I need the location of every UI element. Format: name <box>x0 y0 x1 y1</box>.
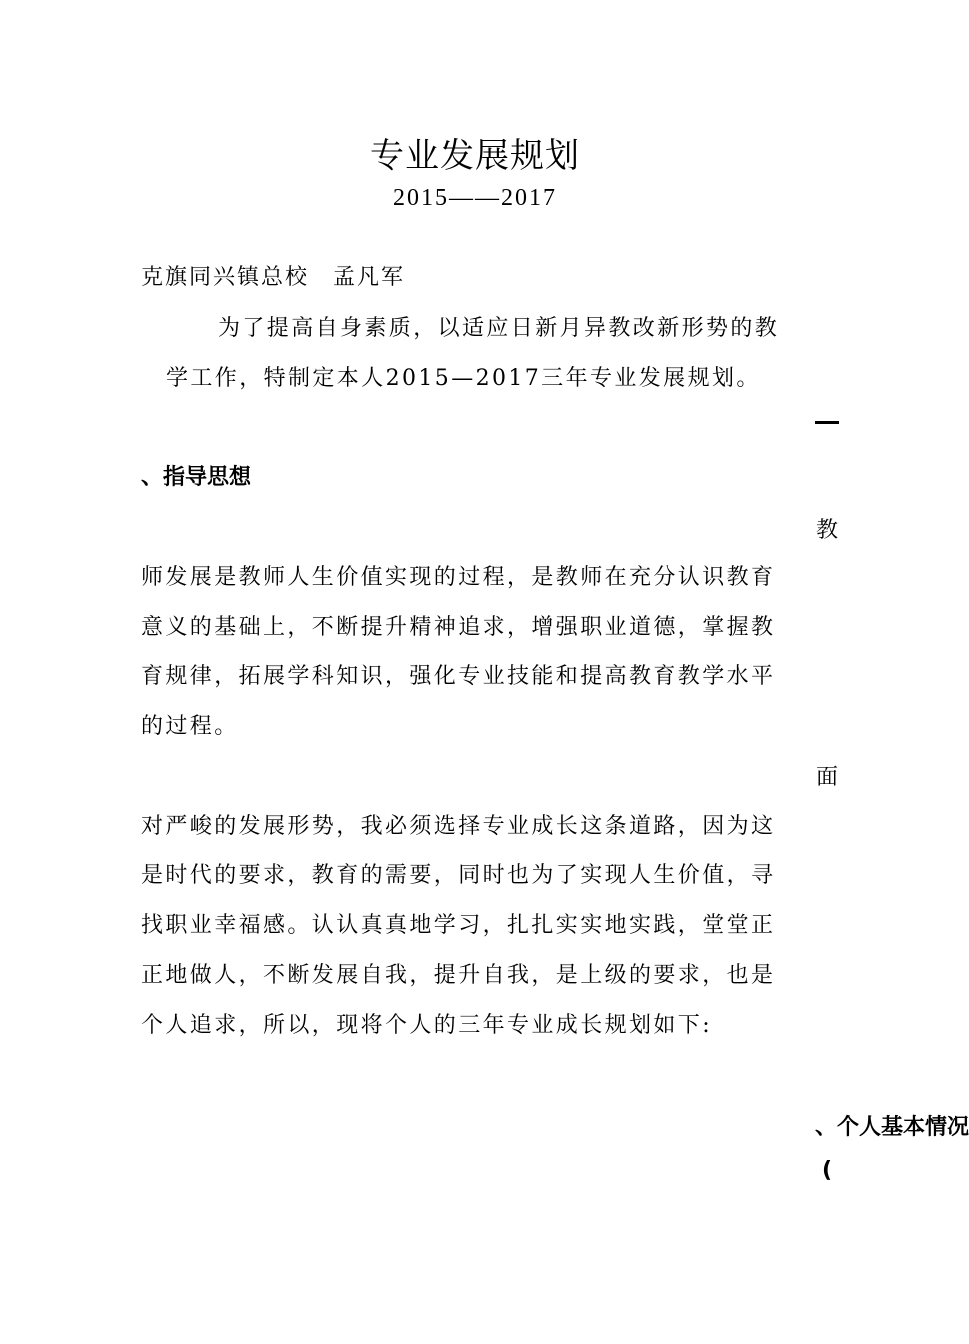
para-1-line-2: 意义的基础上，不断提升精神追求，增强职业道德，掌握教 <box>141 615 776 640</box>
section-1-heading: 、指导思想 <box>141 465 252 490</box>
para-1-lead: 教 <box>816 518 841 543</box>
para-2-line-1: 对严峻的发展形势，我必须选择专业成长这条道路，因为这 <box>141 814 776 839</box>
intro-line-1: 为了提高自身素质，以适应日新月异教改新形势的教 <box>218 316 780 341</box>
section-1-number <box>815 421 839 424</box>
para-1-line-3: 育规律，拓展学科知识，强化专业技能和提高教育教学水平 <box>141 664 776 689</box>
author-line: 克旗同兴镇总校 孟凡军 <box>141 265 406 290</box>
section-2-paren: ( <box>822 1158 833 1183</box>
para-2-line-2: 是时代的要求，教育的需要，同时也为了实现人生价值，寻 <box>141 863 776 888</box>
para-1-line-4: 的过程。 <box>141 714 239 739</box>
para-2-line-3: 找职业幸福感。认认真真地学习，扎扎实实地实践，堂堂正 <box>141 913 776 938</box>
para-2-line-4: 正地做人，不断发展自我，提升自我，是上级的要求，也是 <box>141 963 776 988</box>
section-2-heading: 、个人基本情况 <box>815 1115 969 1140</box>
para-2-line-5: 个人追求，所以，现将个人的三年专业成长规划如下: <box>141 1013 713 1038</box>
para-2-lead: 面 <box>816 765 841 790</box>
document-years: 2015——2017 <box>393 185 557 211</box>
document-title: 专业发展规划 <box>370 136 580 176</box>
intro-line-2: 学工作，特制定本人2015—2017三年专业发展规划。 <box>166 366 761 391</box>
para-1-line-1: 师发展是教师人生价值实现的过程，是教师在充分认识教育 <box>141 565 776 590</box>
